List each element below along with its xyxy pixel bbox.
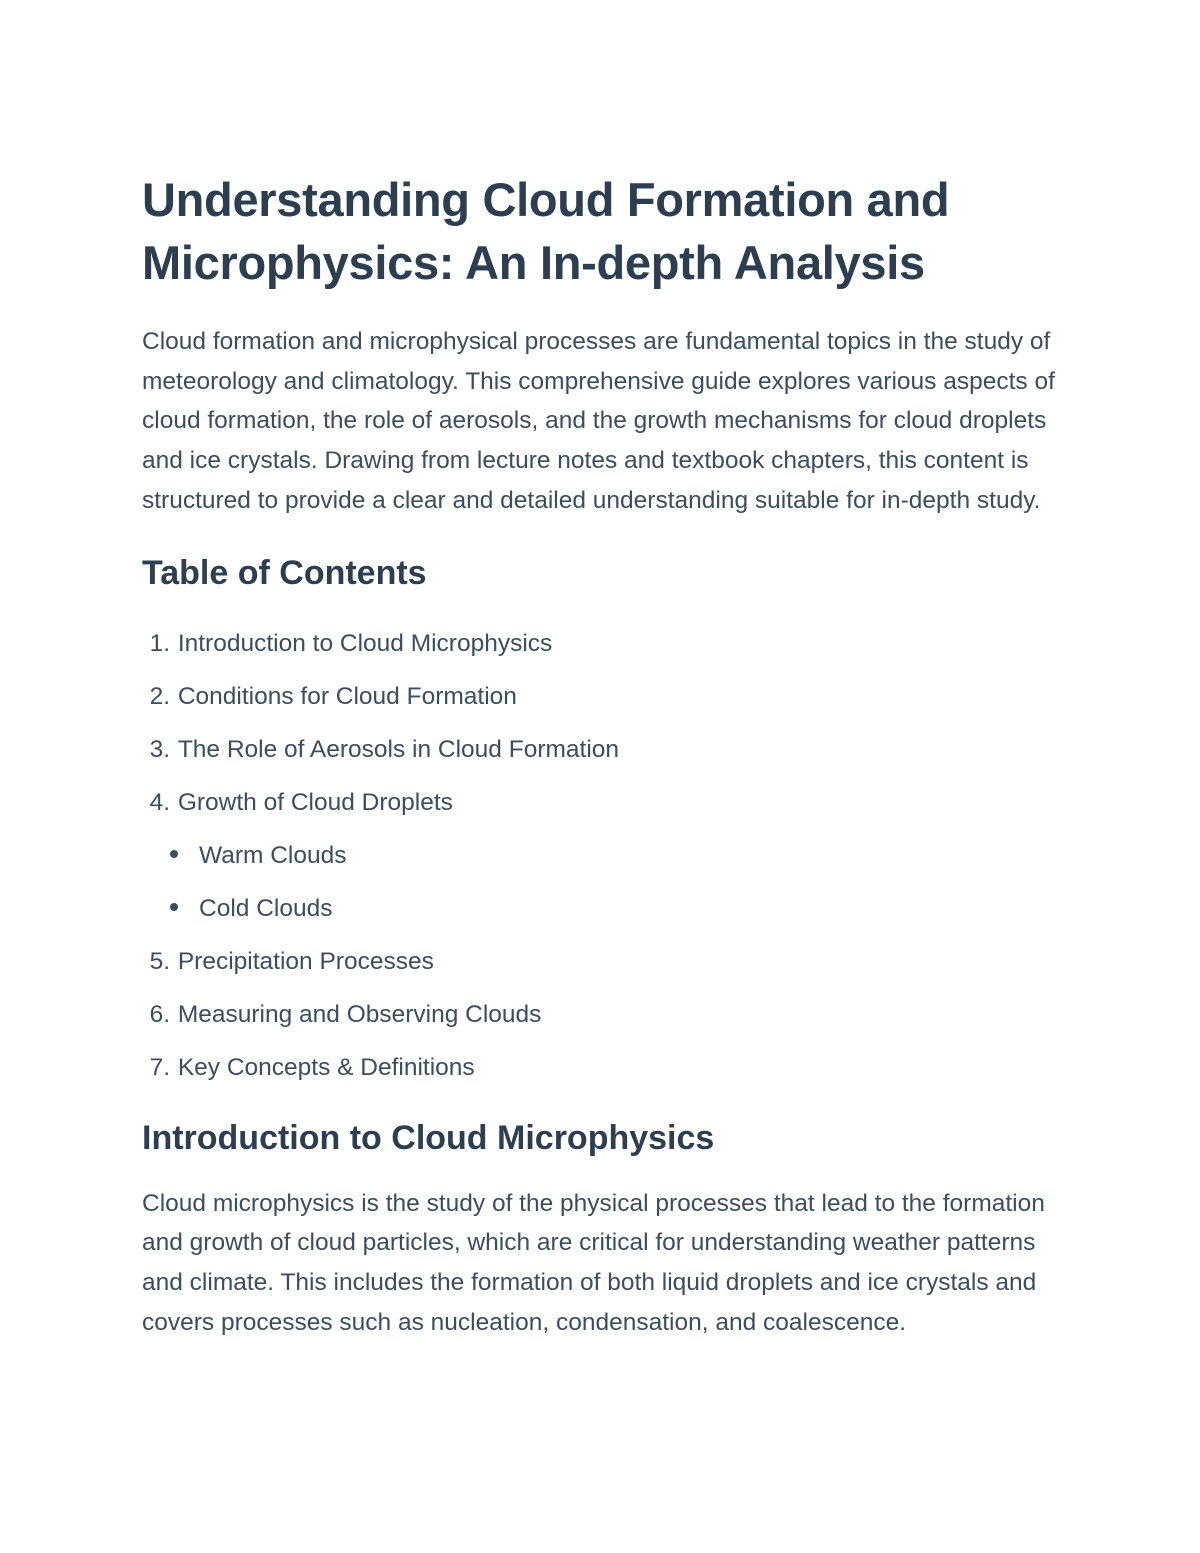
toc-item-label: Growth of Cloud Droplets	[177, 788, 453, 816]
toc-item-number: 2.	[149, 682, 170, 710]
toc-subitems	[142, 829, 1060, 935]
toc-item-4[interactable]	[142, 776, 1060, 829]
toc-item-label: Conditions for Cloud Formation	[177, 682, 517, 710]
toc-item-label: Measuring and Observing Clouds	[177, 1000, 542, 1028]
section-heading-intro-microphysics: Introduction to Cloud Microphysics	[142, 1118, 715, 1157]
toc-item-1[interactable]	[142, 617, 1060, 670]
toc-subitem-warm-clouds[interactable]	[142, 829, 1060, 882]
toc-item-number: 4.	[149, 788, 170, 816]
bullet-icon	[170, 903, 178, 911]
document-page	[142, 168, 1060, 1342]
toc-item-label: Precipitation Processes	[177, 947, 434, 975]
toc-item-number: 5.	[149, 947, 170, 975]
table-of-contents	[142, 617, 1060, 829]
toc-item-number: 7.	[149, 1053, 170, 1081]
toc-item-5[interactable]	[142, 935, 1060, 988]
page-title: Understanding Cloud Formation and Microphysics: An In-depth Analysis	[142, 173, 950, 289]
toc-item-number: 6.	[149, 1000, 170, 1028]
section-paragraph-intro-microphysics: Cloud microphysics is the study of the physical processes that lead to the formation and growth of cloud particles, which are critical for understanding weather patterns and climate. This includes the formation of both liquid droplets and ice crystals and covers processes such as nucleation, condensation, and coalescence.	[142, 1189, 1045, 1336]
toc-item-2[interactable]	[142, 670, 1060, 723]
toc-item-7[interactable]	[142, 1041, 1060, 1094]
toc-item-6[interactable]	[142, 988, 1060, 1041]
toc-subitem-label: Cold Clouds	[199, 894, 333, 922]
table-of-contents-continued	[142, 935, 1060, 1094]
toc-heading: Table of Contents	[142, 553, 427, 592]
toc-subitem-cold-clouds[interactable]	[142, 882, 1060, 935]
toc-item-label: Introduction to Cloud Microphysics	[177, 629, 553, 657]
toc-item-3[interactable]	[142, 723, 1060, 776]
toc-item-number: 1.	[149, 629, 170, 657]
toc-item-label: Key Concepts & Definitions	[177, 1053, 475, 1081]
toc-item-label: The Role of Aerosols in Cloud Formation	[177, 735, 620, 763]
intro-paragraph: Cloud formation and microphysical processes are fundamental topics in the study of meteorology and climatology. This comprehensive guide explores various aspects of cloud formation, the role of aerosols, and the growth mechanisms for cloud droplets and ice crystals. Drawing from lecture notes and textbook chapters, this content is structured to provide a clear and detailed understanding suitable for in-depth study.	[142, 328, 1055, 514]
toc-item-number: 3.	[149, 735, 170, 763]
toc-subitem-label: Warm Clouds	[199, 841, 347, 869]
bullet-icon	[170, 850, 178, 858]
